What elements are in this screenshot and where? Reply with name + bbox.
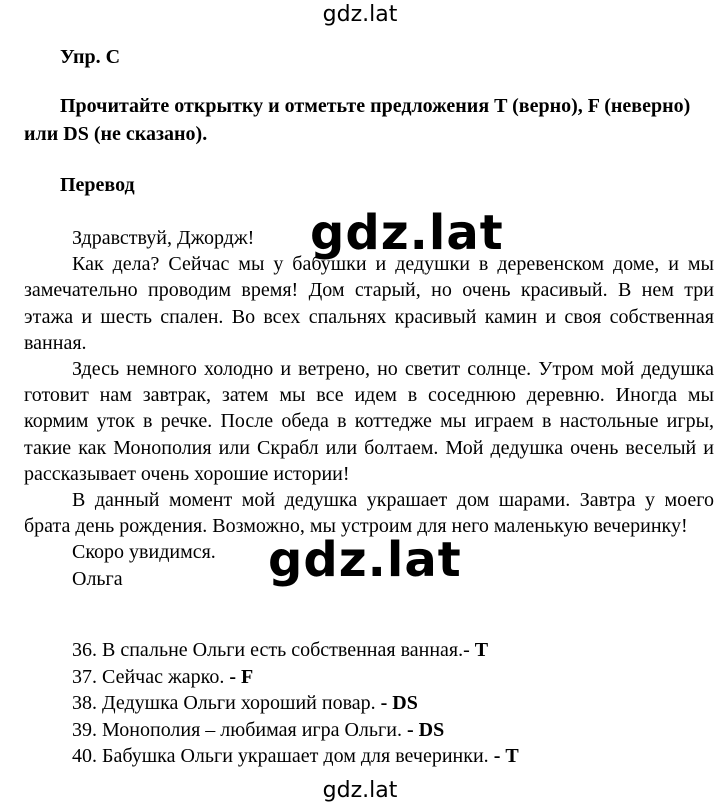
answer-item: [72, 690, 519, 717]
letter-closing: Скоро увидимся.: [72, 541, 216, 564]
answer-mark: F: [241, 665, 254, 688]
answer-statement: 40. Бабушка Ольги украшает дом для вечеринки.: [72, 745, 494, 767]
section-title: Перевод: [60, 174, 135, 196]
letter-greeting: Здравствуй, Джордж!: [72, 227, 255, 249]
letter-paragraph: Здесь немного холодно и ветрено, но светит солнце. Утром мой дедушка готовит нам завтрак, затем мы все идем в соседнюю деревню. Иногда мы кормим уток в речке. После обеда в коттедже мы играем в настольные игры, такие как Монополия или Скрабл или болтаем. Мой дедушка очень веселый и рассказывает очень хорошие истории!: [24, 358, 714, 485]
answer-separator: -: [406, 718, 419, 741]
answer-item: [72, 664, 519, 691]
watermark-overlay: gdz.lat: [310, 205, 504, 261]
instruction-text: Прочитайте открытку и отметьте предложения T (верно), F (неверно) или DS (не сказано).: [24, 95, 691, 145]
answer-item: [72, 637, 519, 664]
letter-signature: Ольга: [72, 567, 123, 590]
letter-paragraph: Как дела? Сейчас мы у бабушки и дедушки в деревенском доме, и мы замечательно проводим время! Дом старый, но очень красивый. В нем три этажа и шесть спален. Во всех спальнях красивый камин и своя собственная ванная.: [24, 253, 714, 354]
answer-mark: T: [474, 639, 489, 661]
answer-statement: 38. Дедушка Ольги хороший повар.: [72, 692, 381, 714]
watermark-bottom: gdz.lat: [322, 778, 398, 803]
watermark-top: gdz.lat: [322, 2, 398, 27]
answer-item: [72, 743, 519, 770]
answers-list: [72, 637, 519, 770]
answer-statement: 39. Монополия – любимая игра Ольги.: [72, 718, 407, 741]
answer-statement: 36. В спальне Ольги есть собственная ванная.: [72, 639, 464, 661]
answer-separator: -: [493, 745, 506, 767]
answer-separator: -: [380, 692, 393, 714]
answer-separator: -: [463, 639, 475, 661]
exercise-title: Упр. C: [60, 46, 121, 68]
answer-separator: -: [229, 665, 242, 688]
answer-item: [72, 717, 519, 744]
watermark-overlay: gdz.lat: [268, 532, 462, 588]
letter-paragraph: В данный момент мой дедушка украшает дом шарами. Завтра у моего брата день рождения. Возможно, мы устроим для него маленькую вечеринку!: [24, 489, 714, 538]
answer-mark: DS: [418, 718, 445, 741]
answer-mark: T: [505, 745, 519, 767]
answer-mark: DS: [392, 692, 418, 714]
answer-statement: 37. Сейчас жарко.: [72, 665, 230, 688]
